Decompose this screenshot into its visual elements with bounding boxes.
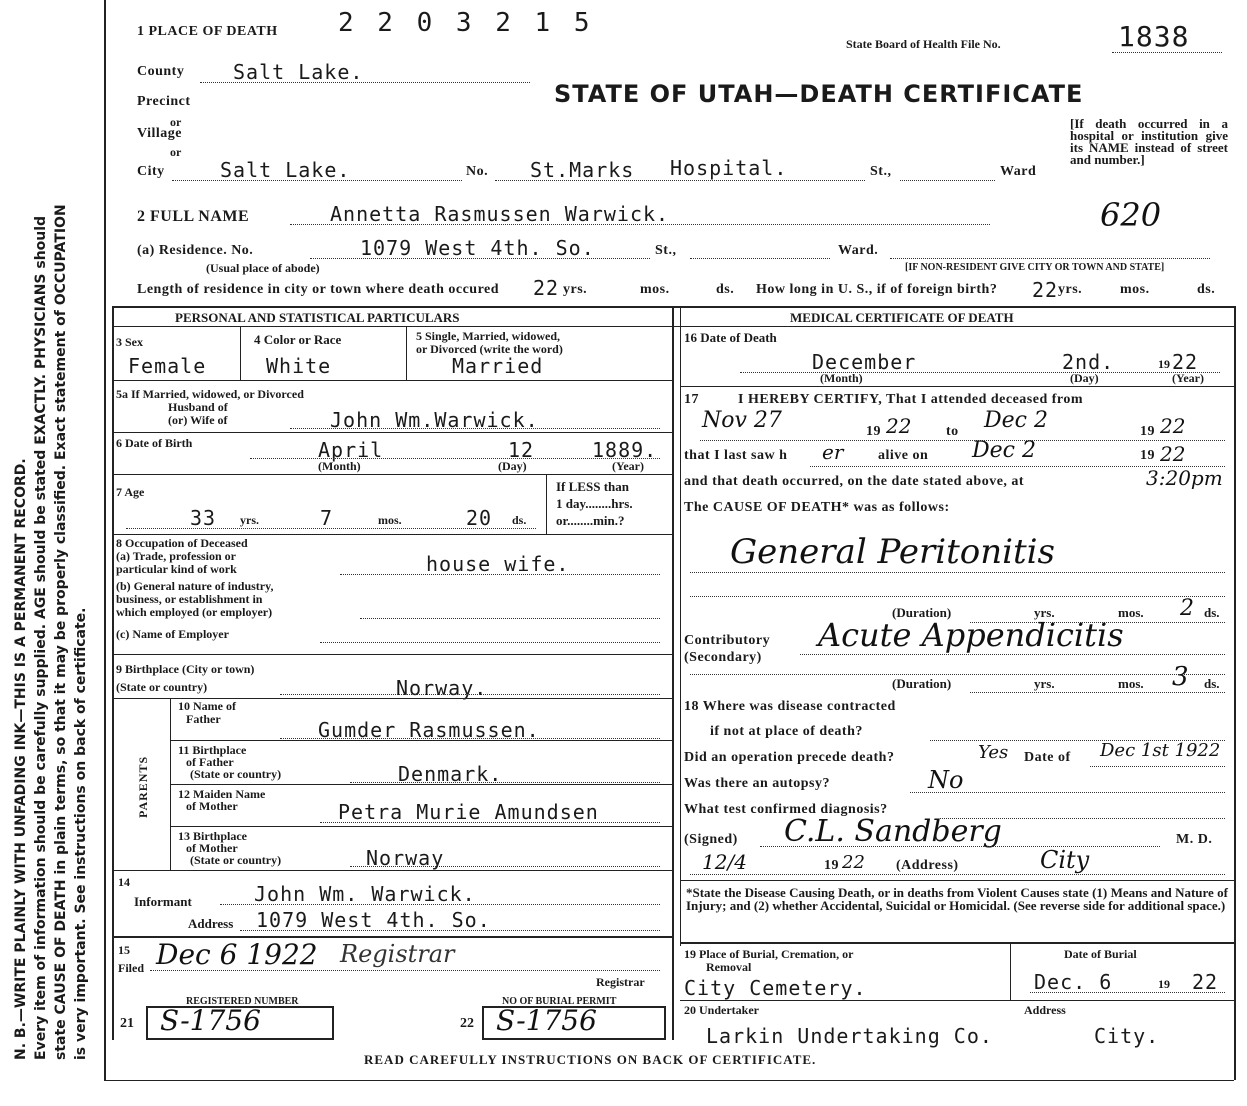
contributory-label-2: (Secondary) <box>684 650 762 665</box>
stamp-number: 2 2 0 3 2 1 5 <box>338 8 594 38</box>
age-ds-label: ds. <box>512 513 527 527</box>
residence-ward-label: Ward. <box>838 243 879 258</box>
father-birth-value: Denmark. <box>398 762 503 786</box>
duration-1-days: 2 <box>1180 596 1194 621</box>
where-contracted-label-2: if not at place of death? <box>710 724 863 739</box>
physician-address: City <box>1040 846 1090 874</box>
registered-number-prefix: 21 <box>120 1016 134 1031</box>
full-name-label: 2 FULL NAME <box>137 208 250 225</box>
last-saw-pronoun: er <box>822 440 844 464</box>
informant-number: 14 <box>118 875 130 889</box>
registered-number-label: REGISTERED NUMBER <box>186 996 299 1007</box>
filed-value: Dec 6 1922 <box>156 938 318 971</box>
filed-label: Filed <box>118 961 144 975</box>
precinct-label: Precinct <box>137 94 191 109</box>
mother-birth-value: Norway <box>366 846 445 870</box>
length-residence-years: 22 <box>533 276 560 300</box>
dob-day: 12 <box>508 438 535 462</box>
age-mos-label: mos. <box>378 513 402 527</box>
physician-address-label: (Address) <box>896 858 959 873</box>
registered-number-value: S-1756 <box>160 1004 261 1037</box>
informant-address-label: Address <box>188 916 234 931</box>
personal-heading: PERSONAL AND STATISTICAL PARTICULARS <box>175 310 460 325</box>
dob-month: April <box>318 438 384 462</box>
yrs-label-2: yrs. <box>1058 282 1083 297</box>
marital-value: Married <box>452 354 544 378</box>
last-saw-label-1: that I last saw h <box>684 448 788 463</box>
ds-label: ds. <box>716 282 735 297</box>
last-saw-year: 22 <box>1160 442 1186 466</box>
length-residence-label: Length of residence in city or town where death occured <box>137 282 500 297</box>
residence-value: 1079 West 4th. So. <box>360 236 595 260</box>
registrar-label: Registrar <box>596 975 645 989</box>
margin-line-4: is very important. See instructions on back of certificate. <box>73 607 89 1060</box>
md-label: M. D. <box>1176 832 1213 847</box>
attended-from-date: Nov 27 <box>702 408 782 433</box>
attended-to-date: Dec 2 <box>984 408 1048 433</box>
signature-year-prefix: 19 <box>824 858 839 873</box>
duration-2-days: 3 <box>1172 662 1189 692</box>
ds-label-2: ds. <box>1197 282 1216 297</box>
city-label: City <box>137 164 165 179</box>
to-year-prefix: 19 <box>1140 424 1155 439</box>
signature-date: 12/4 <box>702 850 747 874</box>
no-label: No. <box>466 164 489 179</box>
filed-number: 15 <box>118 943 130 957</box>
less-than-3: or........min.? <box>556 513 625 528</box>
usual-abode: (Usual place of abode) <box>206 261 320 275</box>
mother-label-2: of Mother <box>186 799 238 813</box>
employer-label: (c) Name of Employer <box>116 627 229 641</box>
burial-year: 22 <box>1192 970 1219 994</box>
operation-value: Yes <box>978 742 1009 763</box>
occupation-label-3: particular kind of work <box>116 562 237 576</box>
death-year-prefix: 19 <box>1158 357 1170 371</box>
mother-birth-label-2: of Mother <box>186 841 238 855</box>
margin-line-1: N. B.—WRITE PLAINLY WITH UNFADING INK—THIS IS A PERMANENT RECORD. <box>13 458 29 1060</box>
operation-date-label: Date of <box>1024 750 1071 765</box>
duration-2-ds: ds. <box>1204 676 1220 691</box>
death-day: 2nd. <box>1062 350 1115 374</box>
burial-place-value: City Cemetery. <box>684 976 867 1000</box>
certificate-title: STATE OF UTAH—DEATH CERTIFICATE <box>554 80 1084 108</box>
spouse-value: John Wm.Warwick. <box>330 408 539 432</box>
margin-line-2: Every item of information should be carefully supplied. AGE should be stated EXACTLY. PHYSICIANS should <box>33 215 49 1060</box>
mother-birth-label-3: (State or country) <box>190 853 282 867</box>
county-value: Salt Lake. <box>233 60 364 84</box>
cause-of-death: General Peritonitis <box>730 532 1055 572</box>
margin-instructions <box>0 0 100 1106</box>
burial-place-label-2: Removal <box>706 960 752 974</box>
birthplace-label-1: 9 Birthplace (City or town) <box>116 662 255 676</box>
medical-heading: MEDICAL CERTIFICATE OF DEATH <box>790 310 1014 325</box>
occupation-value: house wife. <box>426 552 570 576</box>
dob-day-caption: (Day) <box>498 459 527 473</box>
dob-month-caption: (Month) <box>318 459 361 473</box>
operation-label: Did an operation precede death? <box>684 750 895 765</box>
cause-label: The CAUSE OF DEATH* was as follows: <box>684 500 950 515</box>
contributory-label-1: Contributory <box>684 633 771 648</box>
burial-place-label-1: 19 Place of Burial, Cremation, or <box>684 947 854 961</box>
registrar-signature: Registrar <box>340 940 455 968</box>
signed-label: (Signed) <box>684 832 738 847</box>
certify-text: I HEREBY CERTIFY, That I attended deceased from <box>738 392 1084 407</box>
less-than-1: If LESS than <box>556 479 629 494</box>
burial-date-label: Date of Burial <box>1064 947 1137 961</box>
residence-st-label: St., <box>655 243 677 258</box>
nonresident-note: [IF NON-RESIDENT GIVE CITY OR TOWN AND STATE] <box>905 262 1165 273</box>
place-of-death-label: 1 PLACE OF DEATH <box>137 24 278 39</box>
duration-2-mos: mos. <box>1118 676 1144 691</box>
undertaker-address-value: City. <box>1094 1024 1160 1048</box>
test-diagnosis-label: What test confirmed diagnosis? <box>684 802 888 817</box>
county-label: County <box>137 64 185 79</box>
where-contracted-label-1: 18 Where was disease contracted <box>684 699 896 714</box>
age-years: 33 <box>190 506 217 530</box>
st-label: St., <box>870 164 892 179</box>
city-value: Salt Lake. <box>220 158 351 182</box>
spouse-label-2: Husband of <box>168 400 228 414</box>
spouse-label-3: (or) Wife of <box>168 413 228 427</box>
autopsy-value: No <box>928 766 964 794</box>
birthplace-value: Norway. <box>396 676 488 700</box>
or-1: or <box>170 115 182 129</box>
us-residence-years: 22 <box>1032 278 1059 302</box>
age-days: 20 <box>466 506 493 530</box>
residence-label: (a) Residence. No. <box>137 243 254 258</box>
mother-value: Petra Murie Amundsen <box>338 800 599 824</box>
last-saw-label-2: alive on <box>878 448 929 463</box>
death-year-caption: (Year) <box>1172 371 1204 385</box>
mother-birth-label-1: 13 Birthplace <box>178 829 247 843</box>
parents-label: PARENTS <box>136 755 150 818</box>
marital-label-1: 5 Single, Married, widowed, <box>416 329 560 343</box>
hospital-note: [If death occurred in a hospital or institution give its NAME instead of street and number.] <box>1070 116 1228 167</box>
file-number: 1838 <box>1118 20 1190 53</box>
occupation-b-1: (b) General nature of industry, <box>116 579 274 593</box>
date-of-death-label: 16 Date of Death <box>684 330 777 345</box>
father-label-1: 10 Name of <box>178 699 236 713</box>
informant-address-value: 1079 West 4th. So. <box>256 908 491 932</box>
hospital-value: Hospital. <box>670 156 788 180</box>
burial-permit-label: NO OF BURIAL PERMIT <box>502 996 617 1007</box>
dob-year: 1889. <box>592 438 658 462</box>
spouse-label-1: 5a If Married, widowed, or Divorced <box>116 387 304 401</box>
undertaker-label: 20 Undertaker <box>684 1003 759 1017</box>
informant-label: Informant <box>134 894 192 909</box>
to-label: to <box>946 424 959 439</box>
death-occurred-label: and that death occurred, on the date stated above, at <box>684 474 1025 489</box>
father-label-2: Father <box>186 712 221 726</box>
father-birth-label-3: (State or country) <box>190 767 282 781</box>
occupation-b-3: which employed (or employer) <box>116 605 273 619</box>
dob-year-caption: (Year) <box>612 459 644 473</box>
age-label: 7 Age <box>116 485 145 499</box>
handwritten-number: 620 <box>1100 196 1162 234</box>
father-birth-label-1: 11 Birthplace <box>178 743 247 757</box>
last-saw-year-prefix: 19 <box>1140 448 1155 463</box>
color-value: White <box>266 354 332 378</box>
contributory-cause: Acute Appendicitis <box>818 616 1124 654</box>
burial-permit-prefix: 22 <box>460 1016 474 1031</box>
operation-date: Dec 1st 1922 <box>1100 740 1221 761</box>
mos-label: mos. <box>640 282 670 297</box>
duration-label-1: (Duration) <box>892 605 952 620</box>
from-year-prefix: 19 <box>866 424 881 439</box>
physician-signature: C.L. Sandberg <box>784 814 1002 849</box>
father-value: Gumder Rasmussen. <box>318 718 540 742</box>
or-2: or <box>170 145 182 159</box>
attended-from-year: 22 <box>886 414 912 438</box>
marital-label-2: or Divorced (write the word) <box>416 342 563 356</box>
age-yrs-label: yrs. <box>240 513 259 527</box>
mos-label-2: mos. <box>1120 282 1150 297</box>
death-time: 3:20pm <box>1146 466 1223 490</box>
occupation-label-1: 8 Occupation of Deceased <box>116 536 248 550</box>
dob-label: 6 Date of Birth <box>116 436 193 450</box>
death-day-caption: (Day) <box>1070 371 1099 385</box>
father-birth-label-2: of Father <box>186 755 234 769</box>
occupation-b-2: business, or establishment in <box>116 592 263 606</box>
death-month-caption: (Month) <box>820 371 863 385</box>
cause-footnote: *State the Disease Causing Death, or in deaths from Violent Causes state (1) Means and Nature of Injury; and (2) whether Accidental, Suicidal or Homicidal. (See reverse side for additional space.) <box>686 885 1228 913</box>
sex-label: 3 Sex <box>116 335 143 349</box>
autopsy-label: Was there an autopsy? <box>684 776 830 791</box>
attended-to-year: 22 <box>1160 414 1186 438</box>
age-months: 7 <box>320 506 334 530</box>
birthplace-label-2: (State or country) <box>116 680 208 694</box>
duration-label-2: (Duration) <box>892 676 952 691</box>
burial-date-value: Dec. 6 <box>1034 970 1113 994</box>
mother-label-1: 12 Maiden Name <box>178 787 266 801</box>
duration-1-yrs: yrs. <box>1034 605 1055 620</box>
duration-1-ds: ds. <box>1204 605 1220 620</box>
death-month: December <box>812 350 917 374</box>
margin-line-3: state CAUSE OF DEATH in plain terms, so that it may be properly classified. Exact statement of OCCUPATION <box>53 204 69 1060</box>
last-saw-date: Dec 2 <box>972 438 1036 463</box>
color-label: 4 Color or Race <box>254 332 342 347</box>
file-label: State Board of Health File No. <box>846 37 1001 51</box>
duration-1-mos: mos. <box>1118 605 1144 620</box>
informant-value: John Wm. Warwick. <box>254 882 476 906</box>
village-label: Village <box>137 126 182 141</box>
us-residence-label: How long in U. S., if of foreign birth? <box>756 282 998 297</box>
ward-label: Ward <box>1000 164 1037 179</box>
signature-year: 22 <box>842 852 865 873</box>
burial-permit-value: S-1756 <box>496 1004 597 1037</box>
hospital-no-value: St.Marks <box>530 158 635 182</box>
certify-number: 17 <box>684 392 699 407</box>
occupation-label-2: (a) Trade, profession or <box>116 549 236 563</box>
undertaker-address-label: Address <box>1024 1003 1066 1017</box>
death-year: 22 <box>1172 350 1199 374</box>
footer-instructions: READ CAREFULLY INSTRUCTIONS ON BACK OF CERTIFICATE. <box>364 1052 817 1067</box>
duration-2-yrs: yrs. <box>1034 676 1055 691</box>
burial-year-prefix: 19 <box>1158 977 1170 991</box>
full-name-value: Annetta Rasmussen Warwick. <box>330 202 670 226</box>
undertaker-value: Larkin Undertaking Co. <box>706 1024 993 1048</box>
less-than-2: 1 day........hrs. <box>556 496 633 511</box>
sex-value: Female <box>128 354 207 378</box>
yrs-label: yrs. <box>563 282 588 297</box>
